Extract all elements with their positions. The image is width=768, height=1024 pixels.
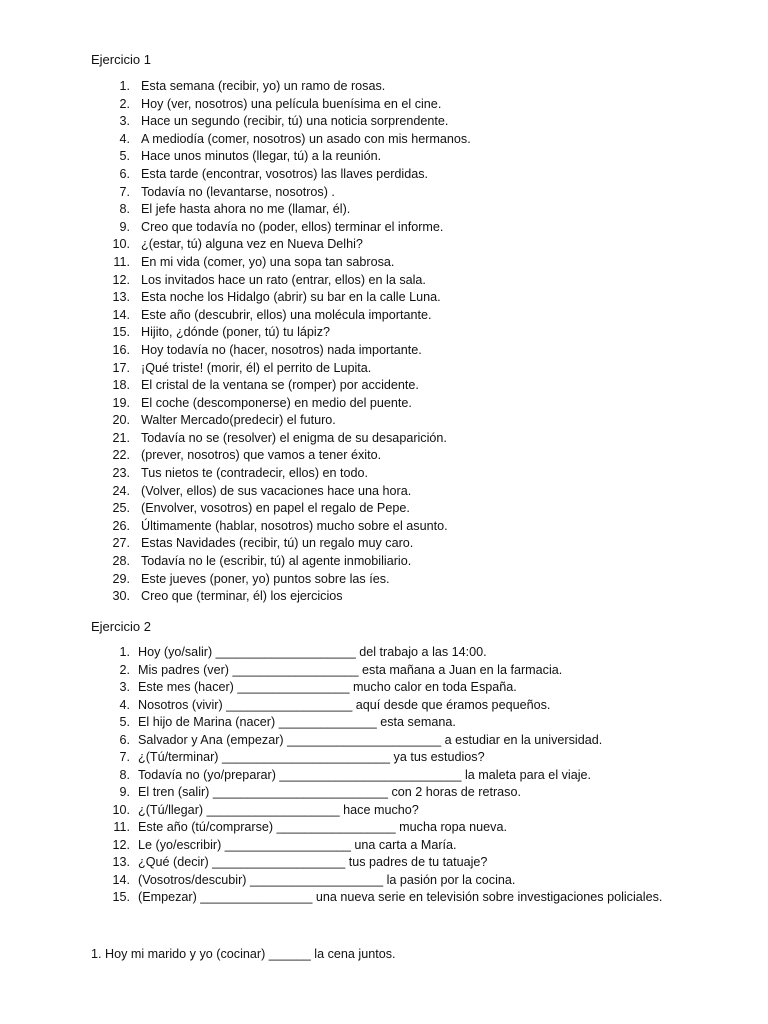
item-sentence: En mi vida (comer, yo) una sopa tan sabrosa. [141,254,395,269]
exercise-item [0,342,768,360]
exercise-item [0,254,768,272]
item-number: 21. [112,430,130,445]
item-sentence: A mediodía (comer, nosotros) un asado con mis hermanos. [141,131,471,146]
item-sentence: Hoy (ver, nosotros) una película buenísima en el cine. [141,96,442,111]
item-number: 4. [119,697,130,712]
item-number: 28. [112,554,130,569]
item-sentence: ¿(estar, tú) alguna vez en Nueva Delhi? [141,237,363,252]
item-number: 8. [119,767,130,782]
item-sentence: Todavía no (levantarse, nosotros) . [141,184,335,199]
exercise-item [0,749,768,767]
item-number: 15. [112,890,130,904]
exercise-item [0,553,768,571]
item-number: 1. [119,645,130,659]
exercise-item [0,272,768,290]
item-number: 24. [112,483,130,498]
exercise-item [0,113,768,131]
item-sentence: Este año (tú/comprarse) _________________ mucha ropa nueva. [138,820,507,834]
item-sentence: Creo que (terminar, él) los ejercicios [141,589,343,604]
item-sentence: Esta semana (recibir, yo) un ramo de rosas. [141,79,386,93]
exercise-item [0,854,768,872]
item-number: 14. [112,872,130,887]
exercise-item [0,447,768,465]
item-sentence: Hace unos minutos (llegar, tú) a la reunión. [141,149,382,164]
item-number: 29. [112,571,130,586]
item-sentence: Tus nietos te (contradecir, ellos) en todo. [141,466,369,481]
item-sentence: Todavía no (yo/preparar) __________________________ la maleta para el viaje. [138,767,592,782]
exercise-item [0,395,768,413]
item-number: 5. [119,149,130,164]
item-sentence: (Empezar) ________________ una nueva serie en televisión sobre investigaciones policiales. [138,890,663,904]
item-sentence: El hijo de Marina (nacer) ______________ esta semana. [138,715,456,729]
item-sentence: Este año (descubrir, ellos) una molécula importante. [141,307,432,322]
exercise-item [0,360,768,378]
item-sentence: Mis padres (ver) __________________ esta mañana a Juan en la farmacia. [138,662,563,677]
item-number: 12. [112,272,130,287]
exercise-item [0,184,768,202]
item-sentence: El coche (descomponerse) en medio del puente. [141,395,412,410]
item-sentence: Hijito, ¿dónde (poner, tú) tu lápiz? [141,325,331,340]
item-number: 5. [119,715,130,729]
item-sentence: Últimamente (hablar, nosotros) mucho sobre el asunto. [141,518,448,533]
exercise-item [0,588,768,606]
item-sentence: Hace un segundo (recibir, tú) una noticia sorprendente. [141,114,449,129]
exercise-item [0,148,768,166]
exercise-item [0,412,768,430]
item-number: 14. [112,307,130,322]
exercise-item [0,201,768,219]
item-number: 27. [112,536,130,551]
exercise-item [0,289,768,307]
exercise-item [0,767,768,785]
item-number: 10. [112,802,130,817]
item-number: 13. [112,290,130,305]
item-sentence: (Vosotros/descubir) ___________________ la pasión por la cocina. [138,872,516,887]
item-sentence: Los invitados hace un rato (entrar, ellos) en la sala. [141,272,426,287]
exercise-item [0,644,768,662]
item-number: 25. [112,501,130,516]
exercise-item [0,131,768,149]
item-sentence: Le (yo/escribir) __________________ una carta a María. [138,837,457,852]
exercise-item [0,324,768,342]
exercise-list-2 [0,644,768,907]
item-sentence: ¿(Tú/llegar) ___________________ hace mucho? [138,802,419,817]
exercise-item [0,571,768,589]
item-number: 30. [112,589,130,604]
item-sentence: Walter Mercado(predecir) el futuro. [141,413,336,428]
item-number: 10. [112,237,130,252]
exercise-item [0,784,768,802]
item-sentence: Esta noche los Hidalgo (abrir) su bar en la calle Luna. [141,290,441,305]
exercise-item [0,96,768,114]
exercise-item [0,889,768,907]
item-number: 19. [112,395,130,410]
item-number: 22. [112,448,130,463]
item-sentence: El cristal de la ventana se (romper) por accidente. [141,378,419,393]
item-number: 2. [119,96,130,111]
exercise-item [0,377,768,395]
exercise-item [0,518,768,536]
exercise-item [0,697,768,715]
exercise-item [0,483,768,501]
exercise-item [0,872,768,890]
item-number: 1. [119,79,130,93]
item-sentence: Todavía no se (resolver) el enigma de su desaparición. [141,430,447,445]
item-sentence: Creo que todavía no (poder, ellos) terminar el informe. [141,219,444,234]
item-number: 23. [112,466,130,481]
exercise-item [0,714,768,732]
item-number: 2. [119,662,130,677]
item-number: 3. [119,680,130,694]
item-sentence: Estas Navidades (recibir, tú) un regalo muy caro. [141,536,414,551]
item-number: 7. [119,184,130,199]
exercise-item [0,78,768,96]
item-sentence: ¿Qué (decir) ___________________ tus padres de tu tatuaje? [138,855,488,869]
item-number: 12. [112,837,130,852]
exercise-item [0,837,768,855]
item-sentence: (prever, nosotros) que vamos a tener éxito. [141,448,382,463]
item-number: 8. [119,202,130,217]
item-number: 9. [119,785,130,799]
exercise-item [0,219,768,237]
item-number: 13. [112,855,130,869]
item-number: 16. [112,342,130,357]
item-sentence: El tren (salir) _________________________ con 2 horas de retraso. [138,785,521,799]
item-number: 11. [113,254,130,269]
item-sentence: Nosotros (vivir) __________________ aquí desde que éramos pequeños. [138,697,551,712]
exercise-item [0,465,768,483]
exercise-item [0,802,768,820]
exercise-item [0,236,768,254]
item-number: 18. [112,378,130,393]
section-title-ejercicio-1: Ejercicio 1 [91,52,151,67]
item-sentence: (Envolver, vosotros) en papel el regalo de Pepe. [141,501,410,516]
item-sentence: Hoy (yo/salir) ____________________ del trabajo a las 14:00. [138,645,487,659]
item-number: 3. [119,114,130,129]
exercise-item [0,500,768,518]
item-number: 26. [112,518,130,533]
item-number: 6. [119,732,130,747]
exercise-item [0,819,768,837]
exercise-item [0,307,768,325]
item-number: 9. [119,219,130,234]
item-sentence: Salvador y Ana (empezar) ______________________ a estudiar en la universidad. [138,732,603,747]
section-title-ejercicio-2: Ejercicio 2 [91,619,151,634]
exercise-item [0,679,768,697]
exercise-item [0,166,768,184]
item-number: 11. [113,820,130,834]
item-sentence: Este mes (hacer) ________________ mucho calor en toda España. [138,680,517,694]
item-number: 17. [112,360,130,375]
item-number: 20. [112,413,130,428]
item-sentence: Todavía no le (escribir, tú) al agente inmobiliario. [141,554,412,569]
item-number: 15. [112,325,130,340]
item-number: 6. [119,166,130,181]
extra-exercise-line: 1. Hoy mi marido y yo (cocinar) ______ la cena juntos. [91,947,396,961]
exercise-item [0,535,768,553]
item-sentence: Hoy todavía no (hacer, nosotros) nada importante. [141,342,422,357]
exercise-item [0,662,768,680]
item-sentence: El jefe hasta ahora no me (llamar, él). [141,202,351,217]
exercise-item [0,430,768,448]
exercise-item [0,732,768,750]
item-sentence: ¡Qué triste! (morir, él) el perrito de Lupita. [141,360,372,375]
item-sentence: Esta tarde (encontrar, vosotros) las llaves perdidas. [141,166,428,181]
item-sentence: Este jueves (poner, yo) puntos sobre las íes. [141,571,390,586]
item-number: 7. [119,750,130,764]
exercise-list-1 [0,78,768,606]
item-sentence: ¿(Tú/terminar) ________________________ ya tus estudios? [138,750,485,764]
item-number: 4. [119,131,130,146]
item-sentence: (Volver, ellos) de sus vacaciones hace una hora. [141,483,412,498]
